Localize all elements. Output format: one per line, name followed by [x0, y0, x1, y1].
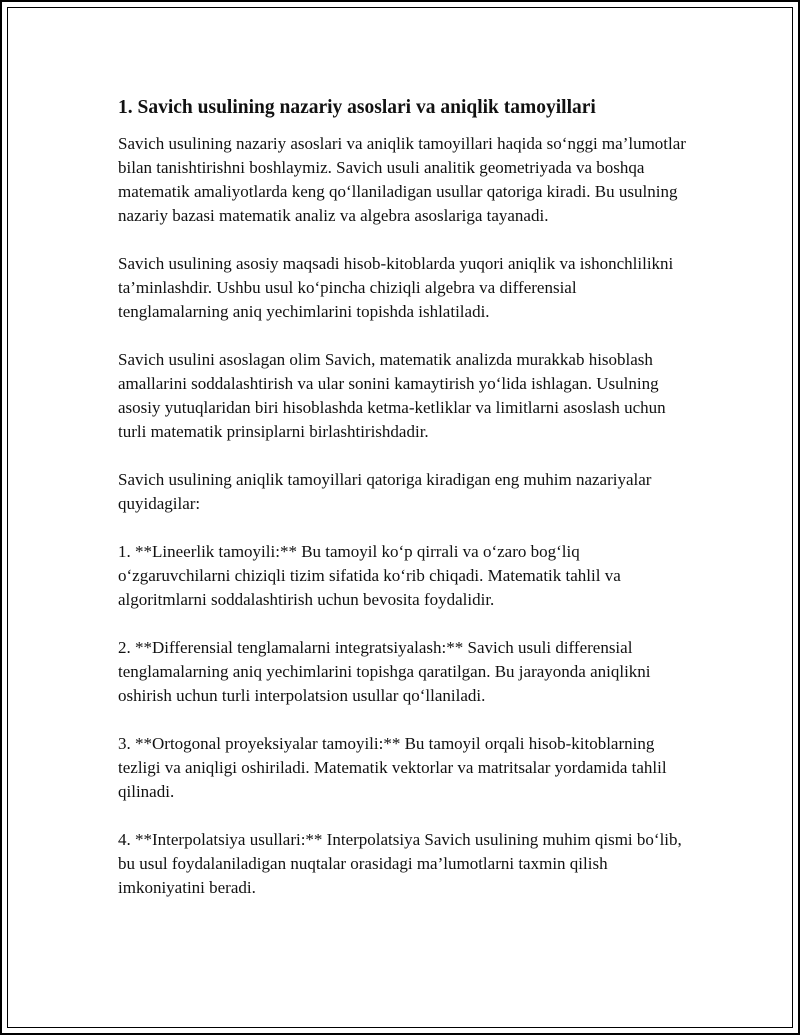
paragraph-intro: Savich usulining nazariy asoslari va aniqlik tamoyillari haqida so‘nggi ma’lumotlar bilan tanishtirishni boshlaymiz. Savich usuli analitik geometriyada va boshqa matematik amaliyotlarda keng qo‘llaniladigan usullar qatoriga kiradi. Bu usulning nazariy bazasi matematik analiz va algebra asoslariga tayanadi. [118, 134, 686, 225]
list-item-differential: 2. **Differensial tenglamalarni integratsiyalash:** Savich usuli differensial tenglamalarning aniq yechimlarini topishga qaratilgan. Bu jarayonda aniqlikni oshirish uchun turli interpolatsion usullar qo‘llaniladi. [118, 638, 651, 705]
document-body [118, 96, 688, 900]
paragraph-author: Savich usulini asoslagan olim Savich, matematik analizda murakkab hisoblash amallarini soddalashtirish va ular sonini kamaytirish yo‘lida ishlagan. Usulning asosiy yutuqlaridan biri hisoblashda ketma-ketliklar va limitlarni asoslash uchun turli matematik prinsiplarni birlashtirishdadir. [118, 350, 666, 441]
list-item-interpolation: 4. **Interpolatsiya usullari:** Interpolatsiya Savich usulining muhim qismi bo‘lib, bu usul foydalaniladigan nuqtalar orasidagi ma’lumotlarni taxmin qilish imkoniyatini beradi. [118, 830, 682, 897]
paragraph-purpose: Savich usulining asosiy maqsadi hisob-kitoblarda yuqori aniqlik va ishonchlilikni ta’minlashdir. Ushbu usul ko‘pincha chiziqli algebra va differensial tenglamalarning aniq yechimlarini topishda ishlatiladi. [118, 254, 674, 321]
section-heading: 1. Savich usulining nazariy asoslari va aniqlik tamoyillari [118, 97, 596, 118]
list-item-linearity: 1. **Lineerlik tamoyili:** Bu tamoyil ko‘p qirrali va o‘zaro bog‘liq o‘zgaruvchilarni chiziqli tizim sifatida ko‘rib chiqadi. Matematik tahlil va algoritmlarni soddalashtirish uchun bevosita foydalidir. [118, 542, 621, 609]
list-item-orthogonal: 3. **Ortogonal proyeksiyalar tamoyili:** Bu tamoyil orqali hisob-kitoblarning tezligi va aniqligi oshiriladi. Matematik vektorlar va matritsalar yordamida tahlil qilinadi. [118, 734, 667, 801]
paragraph-list-intro: Savich usulining aniqlik tamoyillari qatoriga kiradigan eng muhim nazariyalar quyidagilar: [118, 470, 652, 513]
